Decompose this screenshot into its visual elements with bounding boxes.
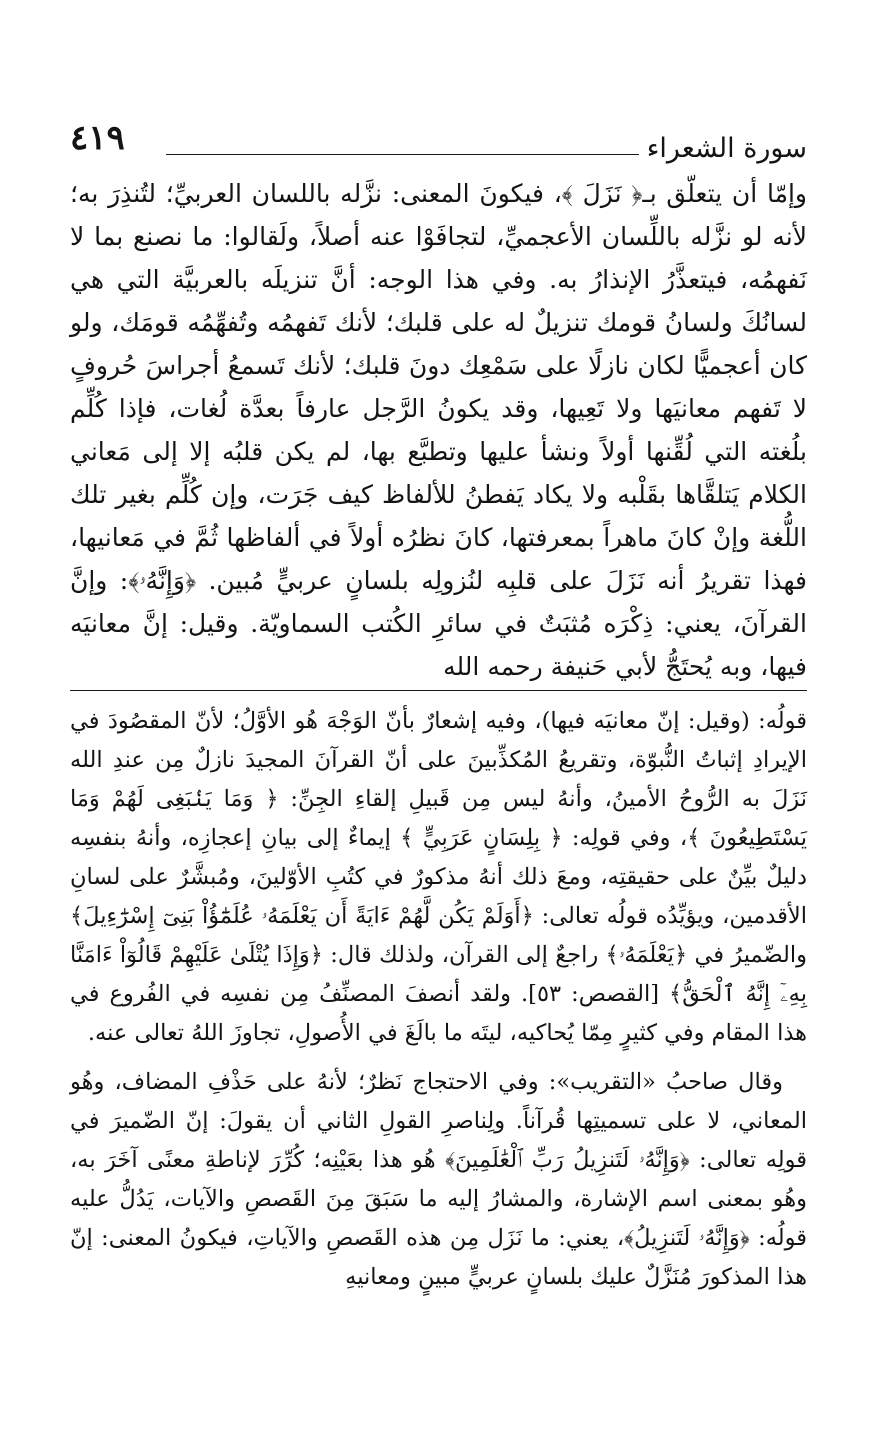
page-header bbox=[70, 118, 807, 168]
running-title: سورة الشعراء bbox=[646, 133, 807, 164]
footnote-divider bbox=[70, 690, 807, 691]
header-rule bbox=[166, 154, 639, 155]
page-number: ٤١٩ bbox=[70, 118, 125, 158]
main-paragraph: وإمّا أن يتعلّق بـ﴿ نَزَلَ ﴾، فيكونَ المعنى: نزَّله باللسان العربيِّ؛ لتُنذِرَ به؛ لأنه لو نزَّله باللِّسان الأعجميِّ، لتجافَوْا عنه أصلاً، ولَقالوا: ما نصنع بما لا نَفهمُه، فيتعذَّرُ الإنذارُ به. وفي هذا الوجه: أنَّ تنزيلَه بالعربيَّة التي هي لسانُكَ ولسانُ قومك تنزيلٌ له على قلبك؛ لأنك تَفهمُه وتُفهِّمُه قومَك، ولو كان أعجميًّا لكان نازلًا على سَمْعِك دونَ قلبك؛ لأنك تَسمعُ أجراسَ حُروفٍ لا تَفهم معانيَها ولا تَعِيها، وقد يكونُ الرَّجل عارفاً بعدَّة لُغات، فإذا كُلِّم بلُغته التي لُقِّنها أولاً ونشأ عليها وتطبَّع بها، لم يكن قلبُه إلا إلى مَعاني الكلام يَتلقَّاها بقَلْبه ولا يكاد يَفطنُ للألفاظ كيف جَرَت، وإن كُلِّم بغير تلك اللُّغة وإنْ كانَ ماهراً بمعرفتها، كانَ نظرُه أولاً في ألفاظها ثُمَّ في مَعانيها، فهذا تقريرُ أنه نَزَلَ على قلبِه لنُزولِه بلسانٍ عربيٍّ مُبين. ﴿وَإِنَّهُۥ﴾: وإنَّ القرآنَ، يعني: ذِكْرَه مُثبَتٌ في سائرِ الكُتب السماويّة. وقيل: إنَّ معانيَه فيها، وبه يُحتَجُّ لأبي حَنيفة رحمه الله bbox=[70, 179, 807, 681]
main-text bbox=[70, 172, 807, 688]
commentary-paragraph-1: قولُه: (وقيل: إنّ معانيَه فيها)، وفيه إشعارٌ بأنّ الوَجْهَ هُو الأوَّلُ؛ لأنّ المقصُودَ في الإيرادِ إثباتُ النُّبوّة، وتقريعُ المُكذِّبينَ على أنّ القرآنَ المجيدَ نازلٌ مِن عندِ الله نَزَلَ به الرُّوحُ الأمينُ، وأنهُ ليس مِن قَبيلِ إلقاءِ الجِنِّ: ﴿ وَمَا يَنۢبَغِى لَهُمْ وَمَا يَسْتَطِيعُونَ ﴾، وفي قولِه: ﴿ بِلِسَانٍ عَرَبِيٍّ ﴾ إيماءٌ إلى بيانِ إعجازِه، وأنهُ بنفسِه دليلٌ بيِّنٌ على حقيقتِه، ومعَ ذلك أنهُ مذكورٌ في كتُبِ الأوّلينَ، ومُبشَّرٌ على لسانِ الأقدمين، ويؤيِّدُه قولُه تعالى: ﴿أَوَلَمْ يَكُن لَّهُمْ ءَايَةً أَن يَعْلَمَهُۥ عُلَمَٰٓؤُاْ بَنِىٓ إِسْرَٰٓءِيلَ﴾ والضّميرُ في ﴿يَعْلَمَهُۥ﴾ راجعٌ إلى القرآن، ولذلك قال: ﴿وَإِذَا يُتْلَىٰ عَلَيْهِمْ قَالُوٓاْ ءَامَنَّا بِهِۦٓ إِنَّهُ ٱلْحَقُّ﴾ [القصص: ٥٣]. ولقد أنصفَ المصنِّفُ مِن نفسِه في الفُروع في هذا المقام وفي كثيرٍ مِمّا يُحاكيه، ليتَه ما بالَغَ في الأُصولِ، تجاوزَ اللهُ تعالى عنه. bbox=[70, 708, 807, 1046]
commentary-paragraph-2: وقال صاحبُ «التقريب»: وفي الاحتجاج نَظرٌ؛ لأنهُ على حَذْفِ المضاف، وهُو المعاني، لا على تسميتِها قُرآناً. ولِناصرِ القولِ الثاني أن يقولَ: إنّ الضّميرَ في قولِه تعالى: ﴿وَإِنَّهُۥ لَتَنزِيلُ رَبِّ ٱلْعَٰلَمِينَ﴾ هُو هذا بعَيْنِه؛ كُرِّرَ لإناطةِ معنًى آخَرَ به، وهُو بمعنى اسم الإشارة، والمشارُ إليه ما سَبَقَ مِنَ القَصصِ والآيات، يَدُلُّ عليه قولُه: ﴿وَإِنَّهُۥ لَتَنزِيلُ﴾، يعني: ما نَزَل مِن هذه القَصصِ والآياتِ، فيكونُ المعنى: إنّ هذا المذكورَ مُنَزَّلٌ عليك بلسانٍ عربيٍّ مبينٍ ومعانيهِ bbox=[70, 1069, 807, 1290]
commentary-footnotes bbox=[70, 702, 807, 1297]
